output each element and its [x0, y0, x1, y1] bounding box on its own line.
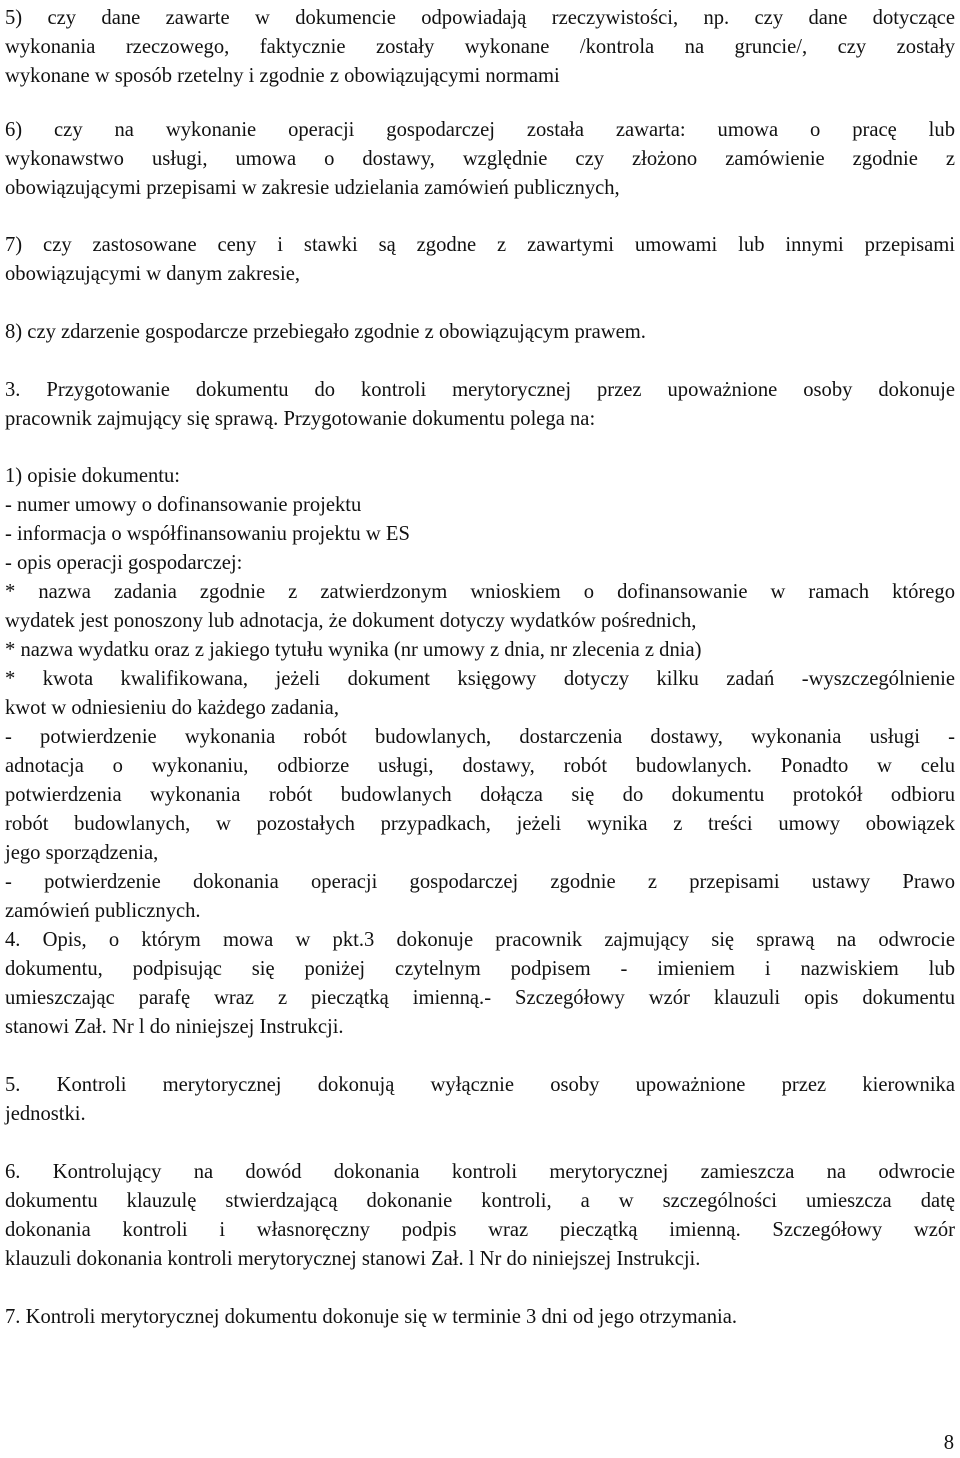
text-line: potwierdzenia wykonania robót budowlanych dołącza się do dokumentu protokół odbioru — [5, 784, 955, 806]
text-line: wykonawstwo usługi, umowa o dostawy, względnie czy złożono zamówienie zgodnie z — [5, 148, 955, 170]
text-line: stanowi Zał. Nr l do niniejszej Instrukcji. — [5, 1016, 344, 1038]
text-line: dokumentu klauzulę stwierdzającą dokonanie kontroli, a w szczególności umieszcza datę — [5, 1190, 955, 1212]
text-line: 3. Przygotowanie dokumentu do kontroli merytorycznej przez upoważnione osoby dokonuje — [5, 379, 955, 401]
text-line: kwot w odniesieniu do każdego zadania, — [5, 697, 339, 719]
text-line: jego sporządzenia, — [5, 842, 159, 864]
text-line: 6) czy na wykonanie operacji gospodarczej została zawarta: umowa o pracę lub — [5, 119, 955, 141]
text-line: - informacja o współfinansowaniu projektu w ES — [5, 523, 410, 545]
text-line: 4. Opis, o którym mowa w pkt.3 dokonuje pracownik zajmujący się sprawą na odwrocie — [5, 929, 955, 951]
text-line: wykonania rzeczowego, faktycznie zostały wykonane /kontrola na gruncie/, czy zostały — [5, 36, 955, 58]
text-line: * nazwa zadania zgodnie z zatwierdzonym wnioskiem o dofinansowanie w ramach którego — [5, 581, 955, 603]
text-line: obowiązującymi przepisami w zakresie udzielania zamówień publicznych, — [5, 177, 620, 199]
text-line: adnotacja o wykonaniu, odbiorze usługi, dostawy, robót budowlanych. Ponadto w celu — [5, 755, 955, 777]
text-line: 7. Kontroli merytorycznej dokumentu dokonuje się w terminie 3 dni od jego otrzymania. — [5, 1306, 738, 1328]
text-line: klauzuli dokonania kontroli merytorycznej stanowi Zał. l Nr do niniejszej Instrukcji. — [5, 1248, 701, 1270]
text-line: - opis operacji gospodarczej: — [5, 552, 243, 574]
text-line: pracownik zajmujący się sprawą. Przygotowanie dokumentu polega na: — [5, 408, 596, 430]
text-line: 5. Kontroli merytorycznej dokonują wyłącznie osoby upoważnione przez kierownika — [5, 1074, 955, 1096]
text-line: wykonane w sposób rzetelny i zgodnie z obowiązującymi normami — [5, 65, 560, 87]
text-line: 1) opisie dokumentu: — [5, 465, 181, 487]
text-line: wydatek jest ponoszony lub adnotacja, że dokument dotyczy wydatków pośrednich, — [5, 610, 697, 632]
text-line: jednostki. — [5, 1103, 86, 1125]
text-line: 7) czy zastosowane ceny i stawki są zgodne z zawartymi umowami lub innymi przepisami — [5, 234, 955, 256]
page-number: 8 — [943, 1432, 954, 1454]
text-line: 5) czy dane zawarte w dokumencie odpowiadają rzeczywistości, np. czy dane dotyczące — [5, 7, 955, 29]
text-line: umieszczając parafę wraz z pieczątką imienną.- Szczegółowy wzór klauzuli opis dokumentu — [5, 987, 955, 1009]
text-line: obowiązującymi w danym zakresie, — [5, 263, 301, 285]
text-line: * kwota kwalifikowana, jeżeli dokument księgowy dotyczy kilku zadań -wyszczególnienie — [5, 668, 955, 690]
text-line: 6. Kontrolujący na dowód dokonania kontroli merytorycznej zamieszcza na odwrocie — [5, 1161, 955, 1183]
text-line: - potwierdzenie dokonania operacji gospodarczej zgodnie z przepisami ustawy Prawo — [5, 871, 955, 893]
text-line: - numer umowy o dofinansowanie projektu — [5, 494, 362, 516]
text-line: dokumentu, podpisując się poniżej czytelnym podpisem - imieniem i nazwiskiem lub — [5, 958, 955, 980]
text-line: 8) czy zdarzenie gospodarcze przebiegało zgodnie z obowiązującym prawem. — [5, 321, 646, 343]
text-line: * nazwa wydatku oraz z jakiego tytułu wynika (nr umowy z dnia, nr zlecenia z dnia) — [5, 639, 702, 661]
text-line: - potwierdzenie wykonania robót budowlanych, dostarczenia dostawy, wykonania usługi - — [5, 726, 955, 748]
text-line: robót budowlanych, w pozostałych przypadkach, jeżeli wynika z treści umowy obowiązek — [5, 813, 955, 835]
text-line: zamówień publicznych. — [5, 900, 201, 922]
text-line: dokonania kontroli i własnoręczny podpis wraz pieczątką imienną. Szczegółowy wzór — [5, 1219, 955, 1241]
